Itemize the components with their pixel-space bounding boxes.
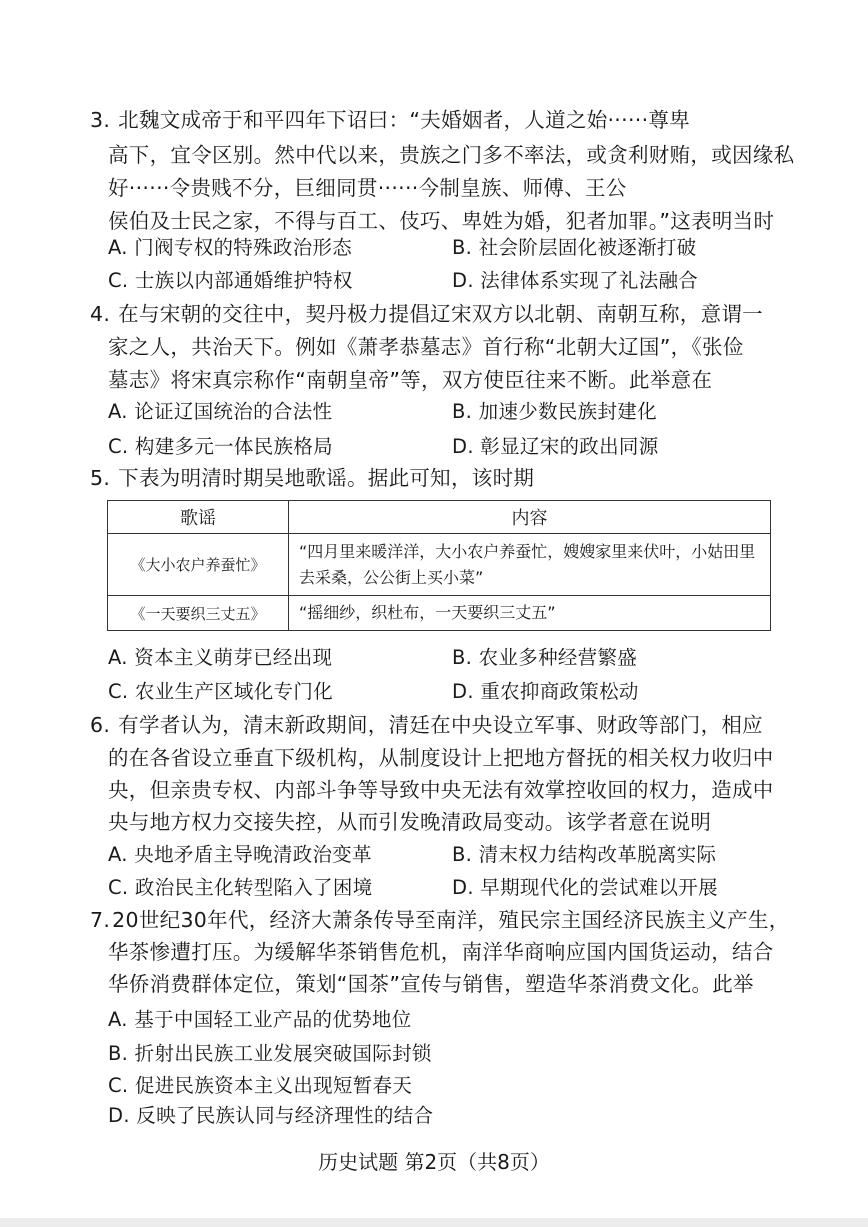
table-cell-song-name: 《大小农户养蚕忙》 xyxy=(108,534,289,596)
table-cell-song-name: 《一天要织三丈五》 xyxy=(108,596,289,631)
q3-option-a: A. 门阀专权的特殊政治形态 xyxy=(108,236,353,259)
q4-number: 4. xyxy=(90,302,111,326)
q6-line-1: 6. 有学者认为，清末新政期间，清廷在中央设立军事、财政等部门，相应 xyxy=(90,713,763,737)
q3-option-c: C. 士族以内部通婚维护特权 xyxy=(108,269,353,292)
q6-option-a: A. 央地矛盾主导晚清政治变革 xyxy=(108,843,372,866)
q7-option-c: C. 促进民族资本主义出现短暂春天 xyxy=(108,1074,413,1097)
q4-line-1: 4. 在与宋朝的交往中，契丹极力提倡辽宋双方以北朝、南朝互称，意谓一 xyxy=(90,302,763,326)
q6-line-3: 央，但亲贵专权、内部斗争等导致中央无法有效掌控收回的权力，造成中 xyxy=(108,778,774,802)
q3-line-3: 好······令贵贱不分，巨细同贯······今制皇族、师傅、王公 xyxy=(108,176,627,200)
q6-line-2: 的在各省设立垂直下级机构，从制度设计上把地方督抚的相关权力收归中 xyxy=(108,746,774,770)
q5-option-b: B. 农业多种经营繁盛 xyxy=(452,646,638,669)
q3-option-b: B. 社会阶层固化被逐渐打破 xyxy=(452,236,697,259)
scan-edge xyxy=(0,1218,868,1227)
q6-option-d: D. 早期现代化的尝试难以开展 xyxy=(452,876,718,899)
q7-line-2: 华茶惨遭打压。为缓解华茶销售危机，南洋华商响应国内国货运动，结合 xyxy=(108,940,774,964)
q5-line-1: 5. 下表为明清时期吴地歌谣。据此可知，该时期 xyxy=(90,466,535,490)
q6-option-b: B. 清末权力结构改革脱离实际 xyxy=(452,843,717,866)
q4-line-3: 墓志》将宋真宗称作“南朝皇帝”等，双方使臣往来不断。此举意在 xyxy=(108,368,713,392)
q5-number: 5. xyxy=(90,466,111,490)
q7-option-a: A. 基于中国轻工业产品的优势地位 xyxy=(108,1008,412,1031)
q6-number: 6. xyxy=(90,713,111,737)
q4-option-d: D. 彰显辽宋的政出同源 xyxy=(452,435,659,458)
q3-line-1: 3. 北魏文成帝于和平四年下诏曰：“夫婚姻者，人道之始······尊卑 xyxy=(90,108,690,132)
q4-option-b: B. 加速少数民族封建化 xyxy=(452,400,657,423)
q7-line-3: 华侨消费群体定位，策划“国茶”宣传与销售，塑造华茶消费文化。此举 xyxy=(108,972,754,996)
q3-option-d: D. 法律体系实现了礼法融合 xyxy=(452,269,699,292)
table-header-song: 歌谣 xyxy=(108,501,289,534)
table-row xyxy=(108,534,771,596)
q5-option-c: C. 农业生产区域化专门化 xyxy=(108,680,333,703)
q3-number: 3. xyxy=(90,108,111,132)
q3-line-2: 高下，宜令区别。然中代以来，贵族之门多不率法，或贪利财贿，或因缘私 xyxy=(108,143,795,167)
table-header-content: 内容 xyxy=(289,501,771,534)
folk-song-table xyxy=(107,500,771,631)
q4-option-a: A. 论证辽国统治的合法性 xyxy=(108,400,333,423)
table-header-row xyxy=(108,501,771,534)
q3-line-4: 侯伯及士民之家，不得与百工、伎巧、卑姓为婚，犯者加罪。”这表明当时 xyxy=(108,209,775,233)
q6-option-c: C. 政治民主化转型陷入了困境 xyxy=(108,876,373,899)
q6-line-4: 央与地方权力交接失控，从而引发晚清政局变动。该学者意在说明 xyxy=(108,810,712,834)
table-cell-song-content: “四月里来暖洋洋，大小农户养蚕忙，嫂嫂家里来伏叶，小姑田里去采桑，公公街上买小菜” xyxy=(289,534,771,596)
q7-number: 7. xyxy=(90,908,111,932)
q5-option-d: D. 重农抑商政策松动 xyxy=(452,680,639,703)
table-cell-song-content: “摇细纱，织杜布，一天要织三丈五” xyxy=(289,596,771,631)
q7-line-1: 7.20世纪30年代，经济大萧条传导至南洋，殖民宗主国经济民族主义产生， xyxy=(90,908,790,932)
q7-option-d: D. 反映了民族认同与经济理性的结合 xyxy=(108,1104,434,1127)
q4-option-c: C. 构建多元一体民族格局 xyxy=(108,435,333,458)
q5-option-a: A. 资本主义萌芽已经出现 xyxy=(108,646,333,669)
page-footer: 历史试题 第2页（共8页） xyxy=(318,1150,550,1174)
q4-line-2: 家之人，共治天下。例如《萧孝恭墓志》首行称“北朝大辽国”，《张俭 xyxy=(108,335,744,359)
table-row xyxy=(108,596,771,631)
q7-option-b: B. 折射出民族工业发展突破国际封锁 xyxy=(108,1042,432,1065)
